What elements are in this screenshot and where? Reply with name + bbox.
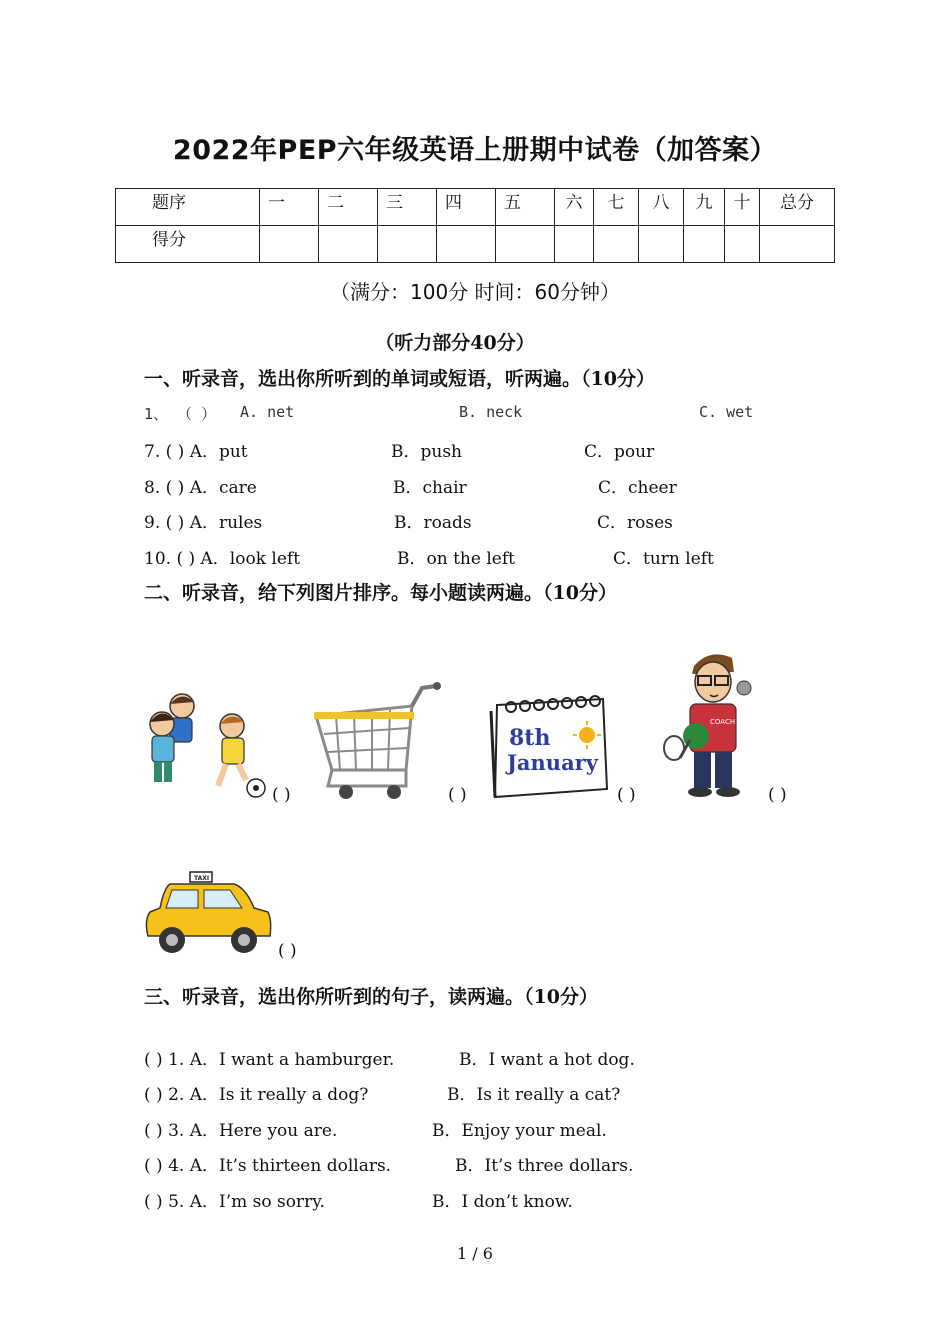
table-cell: 八 bbox=[639, 189, 684, 226]
sentence-option-b: B．It’s three dollars. bbox=[455, 1156, 634, 1176]
table-cell: 九 bbox=[684, 189, 725, 226]
score-cell[interactable] bbox=[684, 226, 725, 263]
table-cell: 七 bbox=[594, 189, 639, 226]
score-cell[interactable] bbox=[594, 226, 639, 263]
calendar-day: 8th bbox=[509, 725, 551, 751]
sentence-option-a: ( ) 3. A．Here you are. bbox=[144, 1121, 338, 1141]
coach-icon bbox=[660, 648, 770, 800]
sentence-option-a: ( ) 2. A．Is it really a dog? bbox=[144, 1085, 369, 1105]
score-table bbox=[115, 188, 835, 263]
table-cell: 十 bbox=[725, 189, 760, 226]
score-table-header-row bbox=[116, 189, 835, 226]
page-title: 2022年PEP六年级英语上册期中试卷（加答案） bbox=[172, 135, 778, 166]
calendar-month: January bbox=[507, 750, 598, 775]
taxi-icon bbox=[142, 870, 274, 958]
option-b: B．on the left bbox=[397, 549, 515, 569]
question-item: 9. ( ) A．rules bbox=[144, 513, 263, 533]
sentence-option-b: B．I don’t know. bbox=[432, 1192, 573, 1212]
option-b: B．chair bbox=[393, 478, 467, 498]
exam-meta: （满分：100分 时间：60分钟） bbox=[330, 280, 620, 304]
page-number: 1 / 6 bbox=[457, 1244, 493, 1263]
calendar-icon bbox=[487, 693, 612, 801]
option-b: B．roads bbox=[394, 513, 472, 533]
score-cell[interactable] bbox=[760, 226, 835, 263]
shirt-label: COACH bbox=[710, 718, 736, 726]
question-item: 8. ( ) A．care bbox=[144, 478, 257, 498]
answer-paren[interactable]: ( ) bbox=[448, 785, 467, 805]
option-c: C．roses bbox=[597, 513, 673, 533]
score-cell[interactable] bbox=[437, 226, 496, 263]
listening-label: （听力部分40分） bbox=[375, 332, 535, 354]
answer-paren[interactable]: ( ) bbox=[278, 941, 297, 961]
sentence-option-a: ( ) 5. A．I’m so sorry. bbox=[144, 1192, 325, 1212]
score-cell[interactable] bbox=[555, 226, 594, 263]
option-c: C．turn left bbox=[613, 549, 714, 569]
table-cell: 总分 bbox=[760, 189, 835, 226]
sentence-option-a: ( ) 1. A．I want a hamburger. bbox=[144, 1050, 395, 1070]
shopping-cart-icon bbox=[310, 678, 445, 803]
taxi-sign: TAXI bbox=[194, 875, 210, 882]
sentence-option-a: ( ) 4. A．It’s thirteen dollars. bbox=[144, 1156, 392, 1176]
option-b: B．push bbox=[391, 442, 462, 462]
kids-football-icon bbox=[140, 690, 270, 800]
sentence-option-b: B．I want a hot dog. bbox=[459, 1050, 635, 1070]
table-cell: 三 bbox=[378, 189, 437, 226]
option-c: C．cheer bbox=[598, 478, 677, 498]
score-cell[interactable] bbox=[639, 226, 684, 263]
option-b: B. neck bbox=[459, 403, 523, 421]
sentence-option-b: B．Is it really a cat? bbox=[447, 1085, 621, 1105]
table-cell: 得分 bbox=[116, 226, 260, 263]
table-cell: 四 bbox=[437, 189, 496, 226]
question-number: 1、 （ ） bbox=[144, 405, 217, 423]
option-c: C. wet bbox=[699, 403, 754, 421]
question-item: 10. ( ) A．look left bbox=[144, 549, 301, 569]
score-cell[interactable] bbox=[496, 226, 555, 263]
score-cell[interactable] bbox=[260, 226, 319, 263]
option-a: A. net bbox=[240, 403, 295, 421]
table-cell: 题序 bbox=[116, 189, 260, 226]
section1-heading: 一、听录音，选出你所听到的单词或短语，听两遍。（10分） bbox=[144, 368, 655, 390]
score-cell[interactable] bbox=[319, 226, 378, 263]
score-cell[interactable] bbox=[725, 226, 760, 263]
score-table-score-row bbox=[116, 226, 835, 263]
table-cell: 六 bbox=[555, 189, 594, 226]
table-cell: 五 bbox=[496, 189, 555, 226]
table-cell: 一 bbox=[260, 189, 319, 226]
table-cell: 二 bbox=[319, 189, 378, 226]
question-item: 7. ( ) A．put bbox=[144, 442, 248, 462]
option-c: C．pour bbox=[584, 442, 655, 462]
score-cell[interactable] bbox=[378, 226, 437, 263]
section2-heading: 二、听录音，给下列图片排序。每小题读两遍。（10分） bbox=[144, 582, 617, 604]
section3-heading: 三、听录音，选出你所听到的句子，读两遍。（10分） bbox=[144, 986, 598, 1008]
sentence-option-b: B．Enjoy your meal. bbox=[432, 1121, 607, 1141]
answer-paren[interactable]: ( ) bbox=[617, 785, 636, 805]
answer-paren[interactable]: ( ) bbox=[768, 785, 787, 805]
answer-paren[interactable]: ( ) bbox=[272, 785, 291, 805]
